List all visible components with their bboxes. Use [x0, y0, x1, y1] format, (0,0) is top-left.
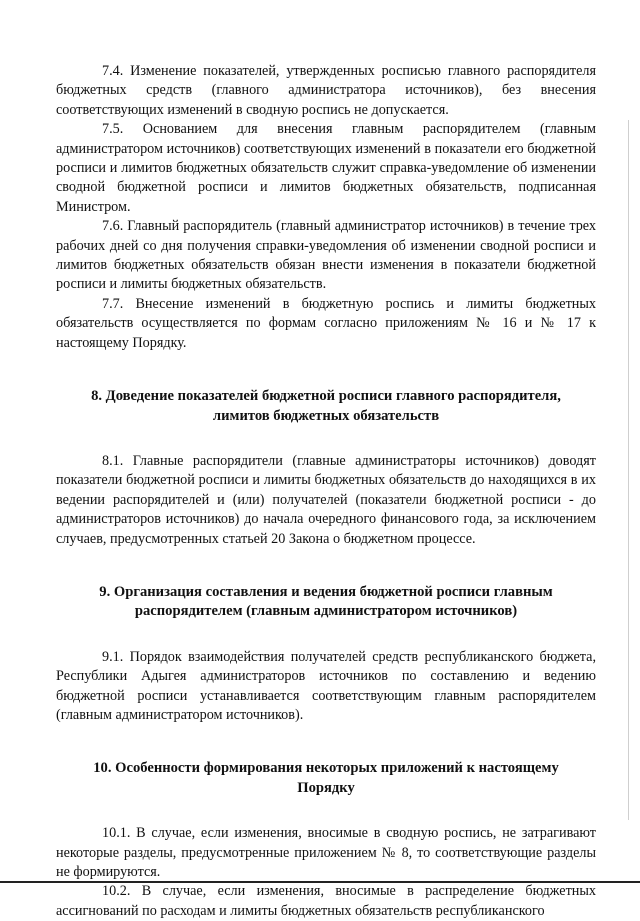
spacer — [56, 426, 596, 452]
paragraph-7-7: 7.7. Внесение изменений в бюджетную роспись и лимиты бюджетных обязательств осуществляется по формам согласно приложениям № 16 и № 17 к настоящему Порядку. — [56, 295, 596, 351]
paragraph-7-6: 7.6. Главный распорядитель (главный администратор источников) в течение трех рабочих дней со дня получения справки-уведомления об изменении сводной росписи и лимитов бюджетных обязательств обязан внести изменения в показатели бюджетной росписи и лимиты бюджетных обязательств. — [56, 218, 596, 293]
scan-bottom-rule — [0, 881, 640, 883]
section-10-heading: 10. Особенности формирования некоторых приложений к настоящему Порядку — [93, 760, 559, 796]
spacer — [56, 549, 596, 583]
paragraph-7-5: 7.5. Основанием для внесения главным распорядителем (главным администратором источников) соответствующих изменений в показатели его бюджетной росписи и лимитов бюджетных обязательств служит справка-уведомление об изменении сводной бюджетной росписи и лимитов бюджетных обязательств, подписанная Министром. — [56, 121, 596, 215]
spacer — [56, 725, 596, 759]
spacer — [56, 622, 596, 648]
section-8-heading: 8. Доведение показателей бюджетной росписи главного распорядителя, лимитов бюджетных обязательств — [91, 388, 561, 424]
paragraph-7-4: 7.4. Изменение показателей, утвержденных росписью главного распорядителя бюджетных средств (главного администратора источников), без внесения соответствующих изменений в сводную роспись не допускается. — [56, 63, 596, 118]
paragraph-10-1: 10.1. В случае, если изменения, вносимые в сводную роспись, не затрагивают некоторые разделы, предусмотренные приложением № 8, то соответствующие разделы не формируются. — [56, 825, 596, 880]
paragraph-8-1: 8.1. Главные распорядители (главные администраторы источников) доводят показатели бюджетной росписи и лимиты бюджетных обязательств до находящихся в их ведении распорядителей и (или) получателей (показатели бюджетной росписи - до администраторов источников) до начала очередного финансового года, за исключением случаев, предусмотренных статьей 20 Закона о бюджетном процессе. — [56, 452, 596, 547]
scan-edge-line — [628, 120, 629, 820]
spacer — [56, 353, 596, 387]
document-page — [56, 62, 596, 921]
paragraph-10-2: 10.2. В случае, если изменения, вносимые в распределение бюджетных ассигнований по расходам и лимиты бюджетных обязательств республиканского — [56, 883, 596, 919]
section-9-heading: 9. Организация составления и ведения бюджетной росписи главным распорядителем (главным администратором источников) — [99, 583, 553, 620]
spacer — [56, 798, 596, 824]
paragraph-9-1: 9.1. Порядок взаимодействия получателей средств республиканского бюджета, Республики Адыгея администраторов источников по составлению и ведению бюджетной росписи устанавливается соответствующим главным распорядителем (главным администратором источников). — [56, 648, 596, 723]
